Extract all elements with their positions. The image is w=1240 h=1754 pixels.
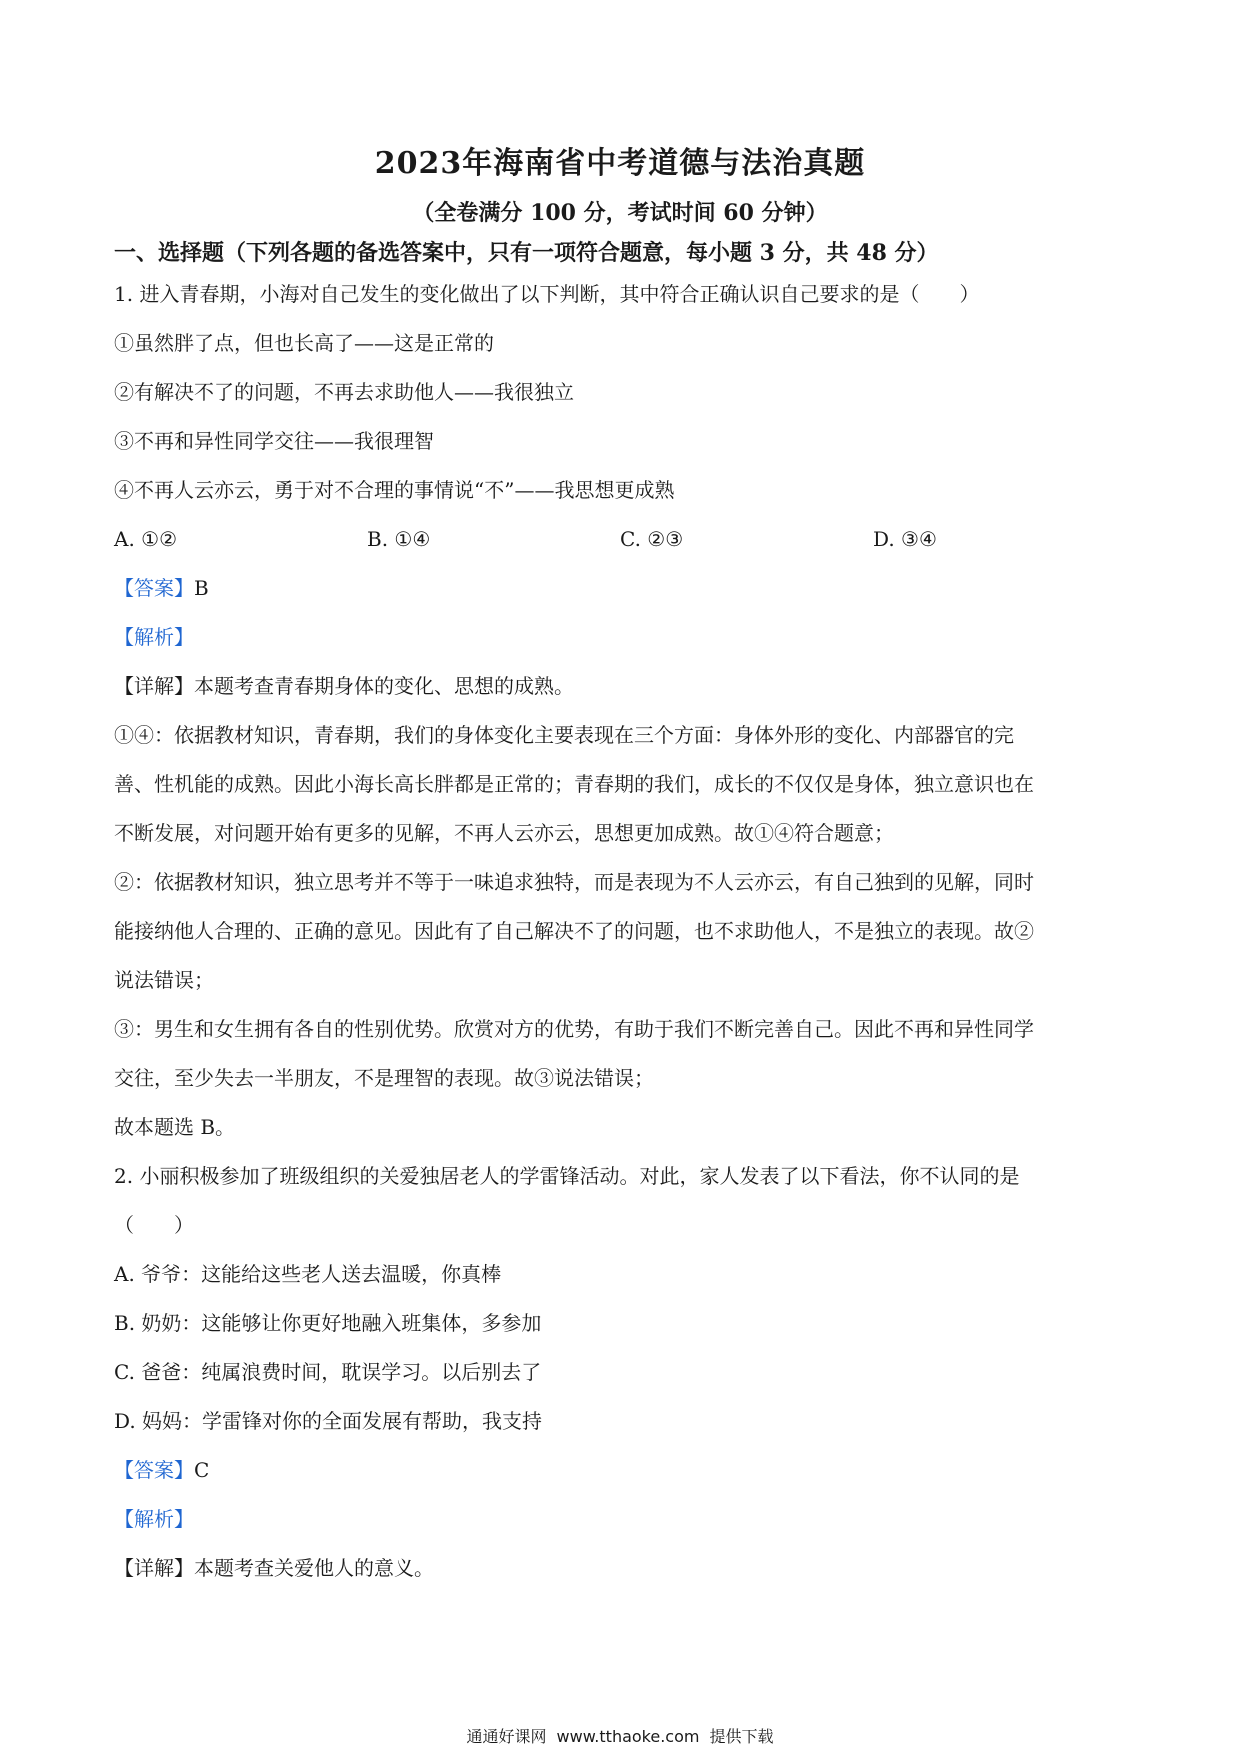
q1-detail — [114, 662, 1126, 711]
footer-url[interactable]: www.tthaoke.com — [556, 1727, 700, 1746]
q1-answer — [114, 564, 1126, 613]
q1-item-3: ③不再和异性同学交往——我很理智 — [114, 429, 434, 453]
analysis-tag: 【解析】 — [114, 625, 194, 649]
detail-tag: 【详解】 — [114, 674, 194, 698]
footer-site-name: 通通好课网 — [466, 1727, 547, 1746]
q1-option-d: D. ③④ — [873, 527, 937, 551]
footer-tail: 提供下载 — [709, 1727, 774, 1746]
q1-explanation-line: ③：男生和女生拥有各自的性别优势。欣赏对方的优势，有助于我们不断完善自己。因此不再和异性同学 — [114, 1017, 1034, 1041]
q2-option-c: C. 爸爸：纯属浪费时间，耽误学习。以后别去了 — [114, 1360, 542, 1384]
q2-stem: 2. 小丽积极参加了班级组织的关爱独居老人的学雷锋活动。对此，家人发表了以下看法，你不认同的是 — [114, 1164, 1020, 1188]
q1-explanation-line: 交往，至少失去一半朋友，不是理智的表现。故③说法错误； — [114, 1066, 654, 1090]
section-title: 一、选择题（下列各题的备选答案中，只有一项符合题意，每小题 3 分，共 48 分） — [114, 240, 939, 266]
q1-explanation-line: ①④：依据教材知识，青春期，我们的身体变化主要表现在三个方面：身体外形的变化、内部器官的完 — [114, 723, 1014, 747]
page-title: 2023年海南省中考道德与法治真题 — [374, 146, 866, 181]
page-footer — [0, 1724, 1240, 1747]
q1-options — [114, 515, 1126, 564]
detail-text: 本题考查青春期身体的变化、思想的成熟。 — [194, 674, 574, 698]
q1-item-4: ④不再人云亦云，勇于对不合理的事情说“不”——我思想更成熟 — [114, 478, 675, 502]
q1-analysis — [114, 613, 1126, 662]
q2-detail — [114, 1544, 1126, 1593]
q1-explanation-line: 善、性机能的成熟。因此小海长高长胖都是正常的；青春期的我们，成长的不仅仅是身体，独立意识也在 — [114, 772, 1034, 796]
q1-explanation-line: 能接纳他人合理的、正确的意见。因此有了自己解决不了的问题，也不求助他人，不是独立的表现。故② — [114, 919, 1034, 943]
q1-item-2: ②有解决不了的问题，不再去求助他人——我很独立 — [114, 380, 574, 404]
q1-explanation-line: 不断发展，对问题开始有更多的见解，不再人云亦云，思想更加成熟。故①④符合题意； — [114, 821, 894, 845]
q2-option-a: A. 爷爷：这能给这些老人送去温暖，你真棒 — [114, 1262, 502, 1286]
detail-text: 本题考查关爱他人的意义。 — [194, 1556, 434, 1580]
q1-explanation-line: 故本题选 B。 — [114, 1115, 236, 1139]
q2-option-d: D. 妈妈：学雷锋对你的全面发展有帮助，我支持 — [114, 1409, 543, 1433]
answer-tag: 【答案】 — [114, 576, 194, 600]
q1-explanation-line: ②：依据教材知识，独立思考并不等于一味追求独特，而是表现为不人云亦云，有自己独到的见解，同时 — [114, 870, 1034, 894]
analysis-tag: 【解析】 — [114, 1507, 194, 1531]
answer-value: B — [194, 576, 209, 600]
q1-item-1: ①虽然胖了点，但也长高了——这是正常的 — [114, 331, 494, 355]
page-subtitle: （全卷满分 100 分，考试时间 60 分钟） — [412, 200, 828, 226]
q1-stem: 1. 进入青春期，小海对自己发生的变化做出了以下判断，其中符合正确认识自己要求的是（ ） — [114, 282, 980, 306]
q1-option-a: A. ①② — [114, 527, 178, 551]
question-content — [114, 270, 1126, 1593]
q1-explanation-line: 说法错误； — [114, 968, 214, 992]
q1-option-c: C. ②③ — [620, 527, 684, 551]
answer-tag: 【答案】 — [114, 1458, 194, 1482]
q2-stem-blank: （ ） — [114, 1213, 194, 1237]
q2-option-b: B. 奶奶：这能够让你更好地融入班集体，多参加 — [114, 1311, 542, 1335]
detail-tag: 【详解】 — [114, 1556, 194, 1580]
q1-option-b: B. ①④ — [367, 527, 431, 551]
answer-value: C — [194, 1458, 210, 1482]
q2-answer — [114, 1446, 1126, 1495]
q2-analysis — [114, 1495, 1126, 1544]
